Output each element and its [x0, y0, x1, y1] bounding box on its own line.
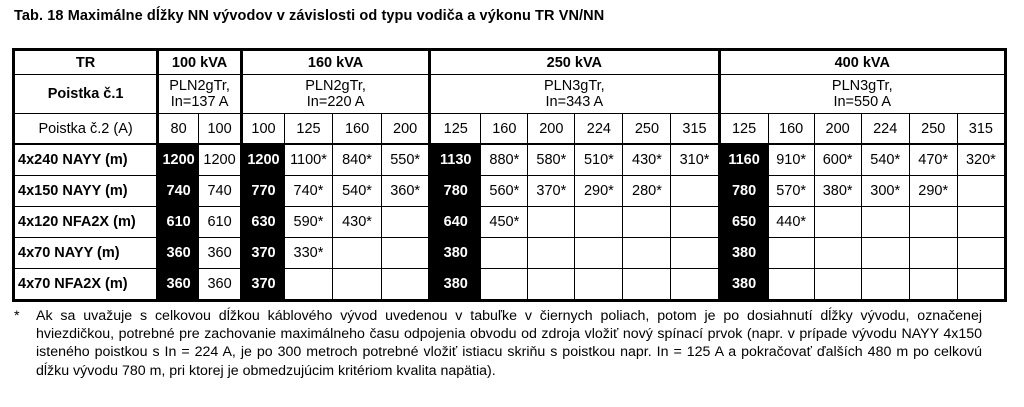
fuse2-cell: 100: [242, 114, 285, 145]
table-cell: [623, 238, 671, 269]
table-cell: 650: [719, 207, 768, 238]
table-cell: [768, 238, 814, 269]
fuse2-cell: 160: [333, 114, 382, 145]
fuse1-line2: In=550 A: [833, 94, 892, 110]
fuse1-line1: PLN3gTr,: [544, 78, 605, 94]
table-cell: [382, 269, 430, 301]
table-cell: 290*: [909, 176, 957, 207]
length-table: [12, 48, 1007, 302]
table-cell: [768, 269, 814, 301]
table-cell: 370: [242, 269, 285, 301]
table-cell: [575, 269, 623, 301]
header-tr: TR: [14, 50, 158, 75]
fuse1-line2: In=137 A: [170, 94, 229, 110]
table-cell: [861, 238, 909, 269]
table-cell: [481, 269, 528, 301]
table-cell: [671, 269, 719, 301]
table-cell: 360: [158, 238, 199, 269]
table-row: [14, 144, 1006, 176]
table-cell: 360: [199, 269, 242, 301]
table-cell: 560*: [481, 176, 528, 207]
table-cell: [575, 238, 623, 269]
row-label: 4x150 NAYY (m): [14, 176, 158, 207]
table-cell: [671, 207, 719, 238]
fuse2-cell: 200: [382, 114, 430, 145]
table-cell: [814, 207, 861, 238]
fuse2-cell: 125: [430, 114, 481, 145]
table-cell: 780: [430, 176, 481, 207]
table-cell: [909, 207, 957, 238]
table-cell: 1200: [158, 144, 199, 176]
table-cell: [814, 238, 861, 269]
table-cell: 740: [158, 176, 199, 207]
table-row: [14, 207, 1006, 238]
table-row: [14, 269, 1006, 301]
fuse2-cell: 250: [623, 114, 671, 145]
table-row: [14, 238, 1006, 269]
fuse2-cell: 200: [814, 114, 861, 145]
table-cell: [957, 238, 1005, 269]
table-cell: 780: [719, 176, 768, 207]
table-cell: [528, 207, 575, 238]
table-cell: [528, 269, 575, 301]
fuse1-group-250: [430, 75, 719, 114]
row-label: 4x70 NAYY (m): [14, 238, 158, 269]
fuse2-cell: 315: [957, 114, 1005, 145]
fuse1-line1: PLN3gTr,: [831, 78, 893, 94]
fuse2-cell: 224: [861, 114, 909, 145]
header-kva-100: 100 kVA: [158, 50, 242, 75]
header-row-fuse2: [14, 114, 1006, 145]
table-cell: 570*: [768, 176, 814, 207]
table-cell: 310*: [671, 144, 719, 176]
table-cell: [528, 238, 575, 269]
table-cell: [957, 269, 1005, 301]
table-cell: [814, 269, 861, 301]
table-cell: 320*: [957, 144, 1005, 176]
table-cell: [909, 238, 957, 269]
table-cell: 440*: [768, 207, 814, 238]
table-cell: 740: [199, 176, 242, 207]
fuse1-group-400: [719, 75, 1005, 114]
fuse2-cell: 200: [528, 114, 575, 145]
fuse2-cell: 250: [909, 114, 957, 145]
table-cell: 590*: [284, 207, 332, 238]
fuse2-cell: 315: [671, 114, 719, 145]
fuse1-group-100: [158, 75, 242, 114]
fuse2-cell: 224: [575, 114, 623, 145]
table-cell: 280*: [623, 176, 671, 207]
fuse2-cell: 160: [768, 114, 814, 145]
table-cell: 580*: [528, 144, 575, 176]
table-cell: 360*: [382, 176, 430, 207]
table-cell: 380: [430, 269, 481, 301]
table-cell: 910*: [768, 144, 814, 176]
table-cell: 1130: [430, 144, 481, 176]
table-cell: 1100*: [284, 144, 332, 176]
table-cell: [284, 269, 332, 301]
fuse1-line1: PLN2gTr,: [305, 78, 366, 94]
table-cell: 770: [242, 176, 285, 207]
table-cell: 450*: [481, 207, 528, 238]
table-cell: 610: [158, 207, 199, 238]
table-cell: 380*: [814, 176, 861, 207]
table-cell: 880*: [481, 144, 528, 176]
table-cell: 290*: [575, 176, 623, 207]
table-cell: [575, 207, 623, 238]
fuse1-group-160: [242, 75, 430, 114]
table-cell: [957, 207, 1005, 238]
table-cell: 1200: [242, 144, 285, 176]
table-cell: 740*: [284, 176, 332, 207]
table-cell: 360: [199, 238, 242, 269]
table-row: [14, 176, 1006, 207]
table-cell: [382, 238, 430, 269]
row-label: 4x120 NFA2X (m): [14, 207, 158, 238]
header-fuse1: Poistka č.1: [14, 75, 158, 114]
fuse2-cell: 80: [158, 114, 199, 145]
header-row-fuse1: [14, 75, 1006, 114]
table-cell: 540*: [861, 144, 909, 176]
header-kva-250: 250 kVA: [430, 50, 719, 75]
table-cell: 510*: [575, 144, 623, 176]
footnote-star: *: [14, 308, 20, 324]
table-cell: [623, 269, 671, 301]
header-kva-160: 160 kVA: [242, 50, 430, 75]
fuse2-cell: 160: [481, 114, 528, 145]
table-cell: [861, 207, 909, 238]
table-cell: 470*: [909, 144, 957, 176]
table-cell: [623, 207, 671, 238]
table-cell: 610: [199, 207, 242, 238]
table-cell: 1200: [199, 144, 242, 176]
table-cell: 330*: [284, 238, 332, 269]
header-fuse2: Poistka č.2 (A): [14, 114, 158, 145]
table-cell: 370: [242, 238, 285, 269]
table-cell: [671, 238, 719, 269]
table-cell: [382, 207, 430, 238]
header-row-kva: [14, 50, 1006, 75]
row-label: 4x240 NAYY (m): [14, 144, 158, 176]
fuse1-line2: In=343 A: [545, 94, 604, 110]
table-cell: [671, 176, 719, 207]
fuse2-cell: 125: [284, 114, 332, 145]
row-label: 4x70 NFA2X (m): [14, 269, 158, 301]
footnote: [14, 307, 982, 380]
fuse2-cell: 125: [719, 114, 768, 145]
footnote-text: Ak sa uvažuje s celkovou dĺžkou káblového vývod uvedenou v tabuľke v čiernych poliach, potom je po dosiahnutí dĺžky vývodu, označenej hviezdičkou, potrebné pre zachovanie maximálneho času odpojenia obvodu od zdroja vložiť nový spínací prvok (napr. v prípade vývodu NAYY 4x150 isteného poistkou s In = 224 A, je po 300 metroch potrebné vložiť istiacu skriňu s poistkou napr. In = 125 A a pokračovať ďalších 480 m po celkovú dĺžku vývodu 780 m, pri ktorej je obmedzujúcim kritériom kvalita napätia).: [36, 308, 982, 379]
table-title: Tab. 18 Maximálne dĺžky NN vývodov v závislosti od typu vodiča a výkonu TR VN/NN: [14, 8, 605, 24]
table-cell: 1160: [719, 144, 768, 176]
header-kva-400: 400 kVA: [719, 50, 1005, 75]
fuse1-line2: In=220 A: [306, 94, 365, 110]
table-cell: 380: [430, 238, 481, 269]
table-cell: 630: [242, 207, 285, 238]
table-cell: 370*: [528, 176, 575, 207]
table-cell: [333, 269, 382, 301]
table-cell: [957, 176, 1005, 207]
table-cell: 840*: [333, 144, 382, 176]
table-cell: 600*: [814, 144, 861, 176]
table-cell: 430*: [333, 207, 382, 238]
table-cell: 380: [719, 238, 768, 269]
table-cell: 550*: [382, 144, 430, 176]
table-cell: [909, 269, 957, 301]
table-cell: 540*: [333, 176, 382, 207]
fuse2-cell: 100: [199, 114, 242, 145]
table-cell: 380: [719, 269, 768, 301]
table-cell: [333, 238, 382, 269]
table-cell: [481, 238, 528, 269]
table-cell: 430*: [623, 144, 671, 176]
table-cell: [861, 269, 909, 301]
fuse1-line1: PLN2gTr,: [169, 78, 230, 94]
table-cell: 640: [430, 207, 481, 238]
table-cell: 300*: [861, 176, 909, 207]
table-cell: 360: [158, 269, 199, 301]
